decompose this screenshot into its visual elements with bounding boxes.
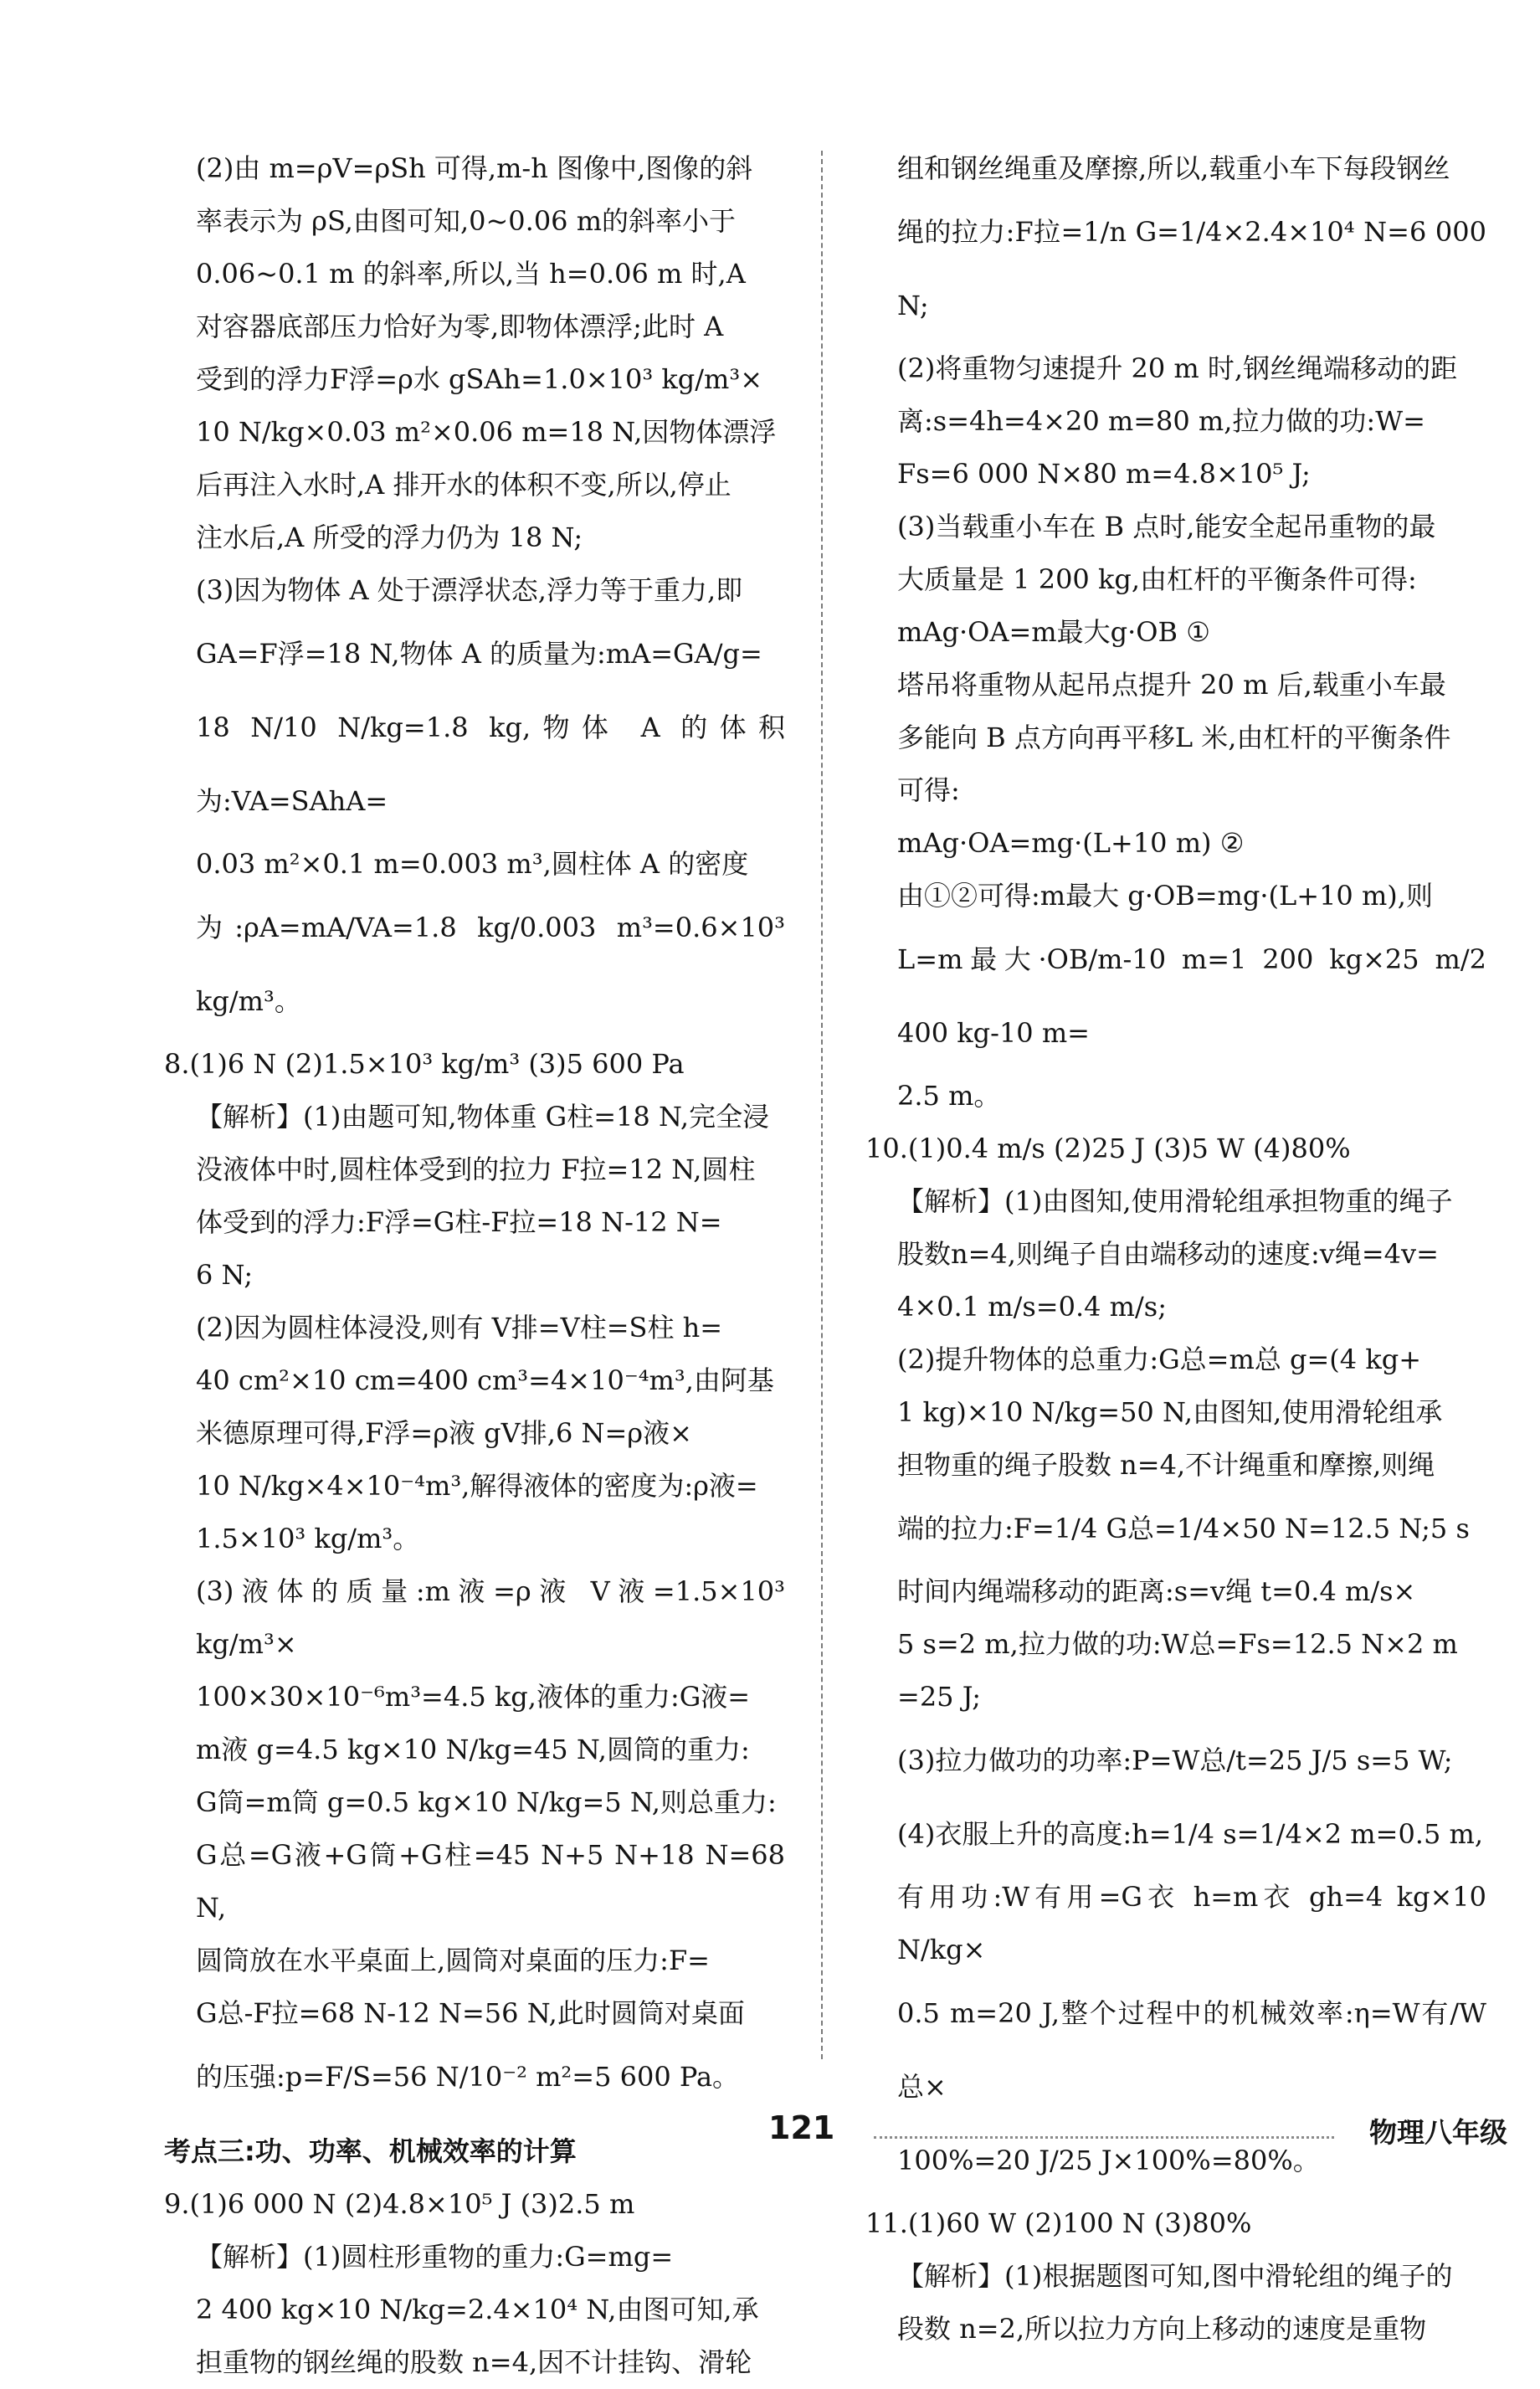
right-column xyxy=(865,142,1486,2356)
text-line: 注水后,A 所受的浮力仍为 18 N; xyxy=(196,521,583,553)
text-line: (4)衣服上升的高度:h=1/4 s=1/4×2 m=0.5 m, xyxy=(897,1818,1484,1850)
text-line: 对容器底部压力恰好为零,即物体漂浮;此时 A xyxy=(196,311,724,342)
text-line: 0.06~0.1 m 的斜率,所以,当 h=0.06 m 时,A xyxy=(196,258,746,290)
text-line: 【解析】(1)圆柱形重物的重力:G=mg= xyxy=(196,2241,674,2273)
text-line: 率表示为 ρS,由图可知,0~0.06 m的斜率小于 xyxy=(196,205,737,237)
text-line: 端的拉力:F=1/4 G总=1/4×50 N=12.5 N;5 s xyxy=(897,1513,1470,1544)
text-line: 可得: xyxy=(897,774,960,806)
text-line: L=m最大·OB/m-10 m=1 200 kg×25 m/2 400 kg-10 m= xyxy=(897,943,1486,1049)
text-line: (2)将重物匀速提升 20 m 时,钢丝绳端移动的距 xyxy=(897,352,1458,384)
text-line: 【解析】(1)由图知,使用滑轮组承担物重的绳子 xyxy=(897,1185,1453,1217)
text-line: 绳的拉力:F拉=1/n G=1/4×2.4×10⁴ N=6 000 N; xyxy=(897,216,1486,321)
text-line: m液 g=4.5 kg×10 N/kg=45 N,圆筒的重力: xyxy=(196,1734,750,1765)
text-line: (2)提升物体的总重力:G总=m总 g=(4 kg+ xyxy=(897,1343,1422,1375)
text-line: 体受到的浮力:F浮=G柱-F拉=18 N-12 N= xyxy=(196,1206,722,1238)
text-line: GA=F浮=18 N,物体 A 的质量为:mA=GA/g= xyxy=(196,638,762,670)
text-line: 塔吊将重物从起吊点提升 20 m 后,载重小车最 xyxy=(897,669,1446,701)
text-line: 时间内绳端移动的距离:s=v绳 t=0.4 m/s× xyxy=(897,1575,1416,1607)
text-line: 1 kg)×10 N/kg=50 N,由图知,使用滑轮组承 xyxy=(897,1396,1443,1428)
text-line: 18 N/10 N/kg=1.8 kg,物体 A 的体积为:VA=SAhA= xyxy=(196,712,785,817)
text-line: 后再注入水时,A 排开水的体积不变,所以,停止 xyxy=(196,469,732,501)
text-line: 组和钢丝绳重及摩擦,所以,载重小车下每段钢丝 xyxy=(897,152,1450,184)
text-line: (3)液体的质量:m液=ρ液 V液=1.5×10³ kg/m³× xyxy=(196,1575,785,1660)
text-line: Fs=6 000 N×80 m=4.8×10⁵ J; xyxy=(897,458,1311,490)
column-separator xyxy=(821,151,823,2059)
text-line: 由①②可得:m最大 g·OB=mg·(L+10 m),则 xyxy=(897,880,1433,912)
text-line: G总-F拉=68 N-12 N=56 N,此时圆筒对桌面 xyxy=(196,1997,745,2029)
text-line: 2.5 m。 xyxy=(897,1080,1001,1112)
page-number: 121 xyxy=(768,2109,835,2146)
text-line: (2)由 m=ρV=ρSh 可得,m-h 图像中,图像的斜 xyxy=(196,152,753,184)
text-line: 考点三:功、功率、机械效率的计算 xyxy=(164,2135,577,2167)
text-line: 离:s=4h=4×20 m=80 m,拉力做的功:W= xyxy=(897,405,1425,437)
text-line: 11.(1)60 W (2)100 N (3)80% xyxy=(865,2207,1252,2239)
text-line: mAg·OA=mg·(L+10 m) ② xyxy=(897,827,1245,859)
text-line: 0.03 m²×0.1 m=0.003 m³,圆柱体 A 的密度 xyxy=(196,848,749,880)
text-line: 米德原理可得,F浮=ρ液 gV排,6 N=ρ液× xyxy=(196,1417,692,1449)
text-line: 0.5 m=20 J,整个过程中的机械效率:η=W有/W总× xyxy=(897,1997,1486,2103)
text-line: 担物重的绳子股数 n=4,不计绳重和摩擦,则绳 xyxy=(897,1449,1435,1481)
book-title: 物理八年级 xyxy=(1369,2116,1507,2149)
text-line: =25 J; xyxy=(897,1681,982,1713)
text-line: 段数 n=2,所以拉力方向上移动的速度是重物 xyxy=(897,2313,1427,2345)
text-line: (2)因为圆柱体浸没,则有 V排=V柱=S柱 h= xyxy=(196,1312,723,1343)
text-line: 担重物的钢丝绳的股数 n=4,因不计挂钩、滑轮 xyxy=(196,2346,752,2378)
text-line: 为:ρA=mA/VA=1.8 kg/0.003 m³=0.6×10³ kg/m³。 xyxy=(196,912,785,1017)
text-line: 大质量是 1 200 kg,由杠杆的平衡条件可得: xyxy=(897,563,1417,595)
text-line: 圆筒放在水平桌面上,圆筒对桌面的压力:F= xyxy=(196,1945,710,1976)
text-line: 没液体中时,圆柱体受到的拉力 F拉=12 N,圆柱 xyxy=(196,1153,756,1185)
text-line: 10 N/kg×0.03 m²×0.06 m=18 N,因物体漂浮 xyxy=(196,416,777,448)
text-line: (3)当载重小车在 B 点时,能安全起吊重物的最 xyxy=(897,511,1436,542)
text-line: 10 N/kg×4×10⁻⁴m³,解得液体的密度为:ρ液= xyxy=(196,1470,758,1502)
text-line: 1.5×10³ kg/m³。 xyxy=(196,1523,420,1554)
text-line: 【解析】(1)根据题图可知,图中滑轮组的绳子的 xyxy=(897,2260,1453,2292)
text-line: 有用功:W有用=G衣 h=m衣 gh=4 kg×10 N/kg× xyxy=(897,1881,1486,1965)
text-line: 的压强:p=F/S=56 N/10⁻² m²=5 600 Pa。 xyxy=(196,2061,740,2093)
footer-dotted-rule xyxy=(874,2136,1334,2139)
text-line: 10.(1)0.4 m/s (2)25 J (3)5 W (4)80% xyxy=(865,1133,1351,1164)
text-line: 5 s=2 m,拉力做的功:W总=Fs=12.5 N×2 m xyxy=(897,1628,1458,1660)
text-line: 2 400 kg×10 N/kg=2.4×10⁴ N,由图可知,承 xyxy=(196,2294,759,2325)
text-line: 100%=20 J/25 J×100%=80%。 xyxy=(897,2145,1320,2176)
text-line: mAg·OA=m最大g·OB ① xyxy=(897,616,1210,648)
text-line: 多能向 B 点方向再平移L 米,由杠杆的平衡条件 xyxy=(897,722,1451,753)
text-line: 4×0.1 m/s=0.4 m/s; xyxy=(897,1291,1167,1323)
text-line: 股数n=4,则绳子自由端移动的速度:v绳=4v= xyxy=(897,1238,1439,1270)
text-line: 40 cm²×10 cm=400 cm³=4×10⁻⁴m³,由阿基 xyxy=(196,1364,774,1396)
text-line: 6 N; xyxy=(196,1259,254,1291)
text-line: 【解析】(1)由题可知,物体重 G柱=18 N,完全浸 xyxy=(196,1101,770,1133)
text-line: (3)因为物体 A 处于漂浮状态,浮力等于重力,即 xyxy=(196,574,743,606)
text-line: (3)拉力做功的功率:P=W总/t=25 J/5 s=5 W; xyxy=(897,1744,1453,1776)
text-line: 9.(1)6 000 N (2)4.8×10⁵ J (3)2.5 m xyxy=(164,2188,635,2220)
left-column xyxy=(164,142,785,2389)
text-line: G总=G液+G筒+G柱=45 N+5 N+18 N=68 N, xyxy=(196,1839,785,1924)
text-line: G筒=m筒 g=0.5 kg×10 N/kg=5 N,则总重力: xyxy=(196,1786,777,1818)
text-line: 受到的浮力F浮=ρ水 gSAh=1.0×10³ kg/m³× xyxy=(196,363,763,395)
text-line: 100×30×10⁻⁶m³=4.5 kg,液体的重力:G液= xyxy=(196,1681,751,1713)
text-line: 8.(1)6 N (2)1.5×10³ kg/m³ (3)5 600 Pa xyxy=(164,1048,685,1080)
